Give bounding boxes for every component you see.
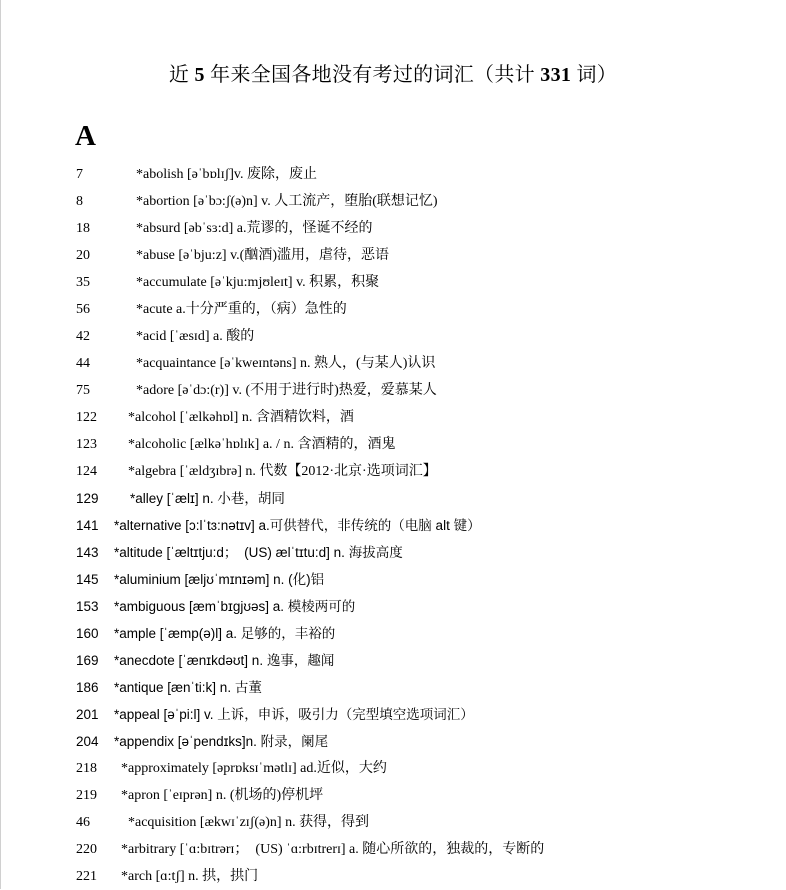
entry-text: *alley [ˈælɪ] n. 小巷，胡同 <box>130 491 285 506</box>
entry-number: 220 <box>76 842 97 857</box>
title-prefix: 近 <box>168 64 190 86</box>
vocabulary-entry <box>0 485 786 512</box>
entry-number: 204 <box>76 734 99 749</box>
entry-text: *adore [əˈdɔ:(r)] v. (不用于进行时)热爱，爱慕某人 <box>136 383 437 398</box>
vocabulary-entry <box>0 755 786 782</box>
vocabulary-entry <box>0 512 786 539</box>
vocabulary-entry <box>0 431 786 458</box>
entry-text: *arch [ɑ:tʃ] n. 拱，拱门 <box>121 869 259 884</box>
title-suffix: 词） <box>576 64 618 86</box>
section-heading-letter: A <box>75 120 96 152</box>
entry-text: *altitude [ˈæltɪtju:d； (US) ælˈtɪtu:d] n. 海拔高度 <box>114 545 403 560</box>
entry-number: 123 <box>76 437 97 452</box>
entry-number: 56 <box>76 302 90 317</box>
entry-text: *apron [ˈeɪprən] n. (机场的)停机坪 <box>121 788 324 803</box>
entry-number: 160 <box>76 626 99 641</box>
vocabulary-entry <box>0 539 786 566</box>
vocabulary-entry <box>0 350 786 377</box>
entry-number: 8 <box>76 194 83 209</box>
vocabulary-entry <box>0 377 786 404</box>
vocabulary-entry <box>0 458 786 485</box>
entry-number: 46 <box>76 815 90 830</box>
entry-number: 35 <box>76 275 90 290</box>
entry-text: *alcohol [ˈælkəhɒl] n. 含酒精饮料，酒 <box>128 410 354 425</box>
title-years: 5 <box>194 64 205 86</box>
entry-number: 44 <box>76 356 90 371</box>
entry-number: 75 <box>76 383 90 398</box>
entry-text: *appeal [əˈpi:l] v. 上诉，申诉，吸引力（完型填空选项词汇） <box>114 707 474 722</box>
entry-number: 186 <box>76 680 99 695</box>
entry-text: *alcoholic [ælkəˈhɒlɪk] a. / n. 含酒精的，酒鬼 <box>128 437 396 452</box>
vocabulary-entry <box>0 404 786 431</box>
vocabulary-entry <box>0 296 786 323</box>
entry-number: 7 <box>76 167 83 182</box>
entry-text: *aluminium [æljʊˈmɪnɪəm] n. (化)铝 <box>114 572 325 587</box>
entry-text: *acquisition [ækwɪˈzɪʃ(ə)n] n. 获得，得到 <box>128 815 370 830</box>
vocabulary-entry <box>0 215 786 242</box>
vocabulary-entry <box>0 269 786 296</box>
vocabulary-entry <box>0 188 786 215</box>
entry-text: *antique [ænˈti:k] n. 古董 <box>114 680 262 695</box>
entry-text: *abolish [əˈbɒlɪʃ]v. 废除，废止 <box>136 167 317 182</box>
vocabulary-entry <box>0 701 786 728</box>
vocabulary-entry <box>0 647 786 674</box>
title-count: 331 <box>540 64 572 86</box>
vocabulary-entry <box>0 809 786 836</box>
entry-number: 219 <box>76 788 97 803</box>
vocabulary-entry <box>0 836 786 863</box>
vocabulary-entry <box>0 242 786 269</box>
vocabulary-entry <box>0 323 786 350</box>
entry-text: *abuse [əˈbju:z] v.(酗酒)滥用，虐待，恶语 <box>136 248 389 263</box>
entry-number: 169 <box>76 653 99 668</box>
entry-text: *appendix [əˈpendɪks]n. 附录，阑尾 <box>114 734 329 749</box>
entry-text: *arbitrary [ˈɑ:bɪtrərɪ； (US) ˈɑ:rbɪtrerɪ] a. 随心所欲的，独裁的，专断的 <box>121 842 545 857</box>
entry-text: *acid [ˈæsɪd] a. 酸的 <box>136 329 255 344</box>
title-middle: 年来全国各地没有考过的词汇（共计 <box>210 64 535 86</box>
vocabulary-list <box>0 161 786 890</box>
entry-text: *alternative [ɔ:lˈtɜ:nətɪv] a.可供替代，非传统的（电脑 alt 键） <box>114 518 481 533</box>
vocabulary-entry <box>0 674 786 701</box>
entry-number: 129 <box>76 491 99 506</box>
entry-text: *acute a.十分严重的，（病）急性的 <box>136 302 347 317</box>
entry-text: *ambiguous [æmˈbɪgjʊəs] a. 模棱两可的 <box>114 599 356 614</box>
page-title <box>0 58 786 87</box>
entry-number: 153 <box>76 599 99 614</box>
entry-number: 145 <box>76 572 99 587</box>
entry-number: 141 <box>76 518 99 533</box>
entry-text: *absurd [əbˈsɜ:d] a.荒谬的，怪诞不经的 <box>136 221 373 236</box>
vocabulary-entry <box>0 728 786 755</box>
entry-text: *ample [ˈæmp(ə)l] a. 足够的，丰裕的 <box>114 626 336 641</box>
entry-text: *anecdote [ˈænɪkdəʊt] n. 逸事，趣闻 <box>114 653 335 668</box>
entry-number: 20 <box>76 248 90 263</box>
entry-number: 201 <box>76 707 99 722</box>
entry-text: *accumulate [əˈkju:mjʊleɪt] v. 积累，积聚 <box>136 275 380 290</box>
entry-number: 143 <box>76 545 99 560</box>
entry-text: *acquaintance [əˈkweɪntəns] n. 熟人，(与某人)认识 <box>136 356 436 371</box>
vocabulary-entry <box>0 863 786 890</box>
entry-number: 42 <box>76 329 90 344</box>
entry-text: *abortion [əˈbɔ:ʃ(ə)n] v. 人工流产，堕胎(联想记忆) <box>136 194 438 209</box>
vocabulary-entry <box>0 782 786 809</box>
entry-text: *algebra [ˈældʒɪbrə] n. 代数【2012·北京·选项词汇】 <box>128 464 437 479</box>
entry-text: *approximately [əprɒksɪˈmətlɪ] ad.近似，大约 <box>121 761 387 776</box>
vocabulary-entry <box>0 161 786 188</box>
entry-number: 218 <box>76 761 97 776</box>
vocabulary-entry <box>0 566 786 593</box>
entry-number: 124 <box>76 464 97 479</box>
vocabulary-entry <box>0 620 786 647</box>
entry-number: 18 <box>76 221 90 236</box>
entry-number: 221 <box>76 869 97 884</box>
entry-number: 122 <box>76 410 97 425</box>
vocabulary-entry <box>0 593 786 620</box>
